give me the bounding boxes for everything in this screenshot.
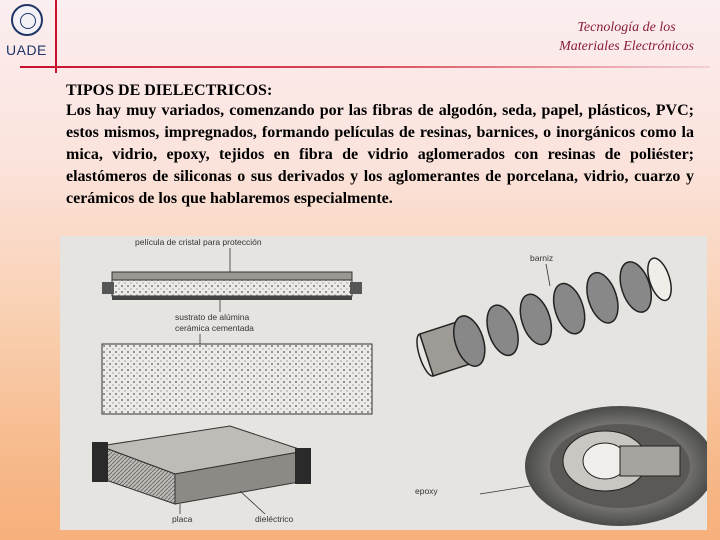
dielectric-illustration — [60, 236, 707, 530]
multilayer-capacitor — [92, 426, 311, 524]
course-title-line-1: Tecnología de los — [577, 20, 676, 35]
header-horizontal-rule — [20, 66, 710, 68]
course-title — [559, 18, 694, 56]
label-glass-film: película de cristal para protección — [135, 237, 262, 247]
illustration-svg — [60, 236, 707, 530]
body-paragraph: Los hay muy variados, comenzando por las fibras de algodón, seda, papel, plásticos, PVC; estos mismos, impregnados, formando películas de resinas, barnices, o inorgánicos como la mica, vidrio, epoxy, tejidos en fibra de vidrio aglomerados con resinas de poliéster; elastómeros de siliconas o sus derivados y los aglomerantes de porcelana, vidrio, cuarzo y cerámicos de los que hablaremos especialmente. — [66, 102, 694, 207]
label-dielectric: dieléctrico — [255, 514, 294, 524]
course-title-line-2: Materiales Electrónicos — [559, 39, 694, 54]
header-vertical-rule — [55, 0, 57, 73]
label-plate: placa — [172, 514, 193, 524]
varnished-coil — [412, 251, 677, 381]
label-varnish: barniz — [530, 253, 554, 263]
label-substrate-line1: sustrato de alúmina — [175, 312, 250, 322]
uade-logo — [6, 4, 50, 66]
epoxy-component — [415, 406, 707, 526]
logo-text: UADE — [6, 42, 47, 58]
label-epoxy: epoxy — [415, 486, 438, 496]
university-seal-icon — [11, 4, 43, 36]
section-heading: TIPOS DE DIELECTRICOS: — [66, 82, 273, 99]
label-substrate-line2: cerámica cementada — [175, 323, 254, 333]
glass-film-component — [102, 237, 372, 414]
